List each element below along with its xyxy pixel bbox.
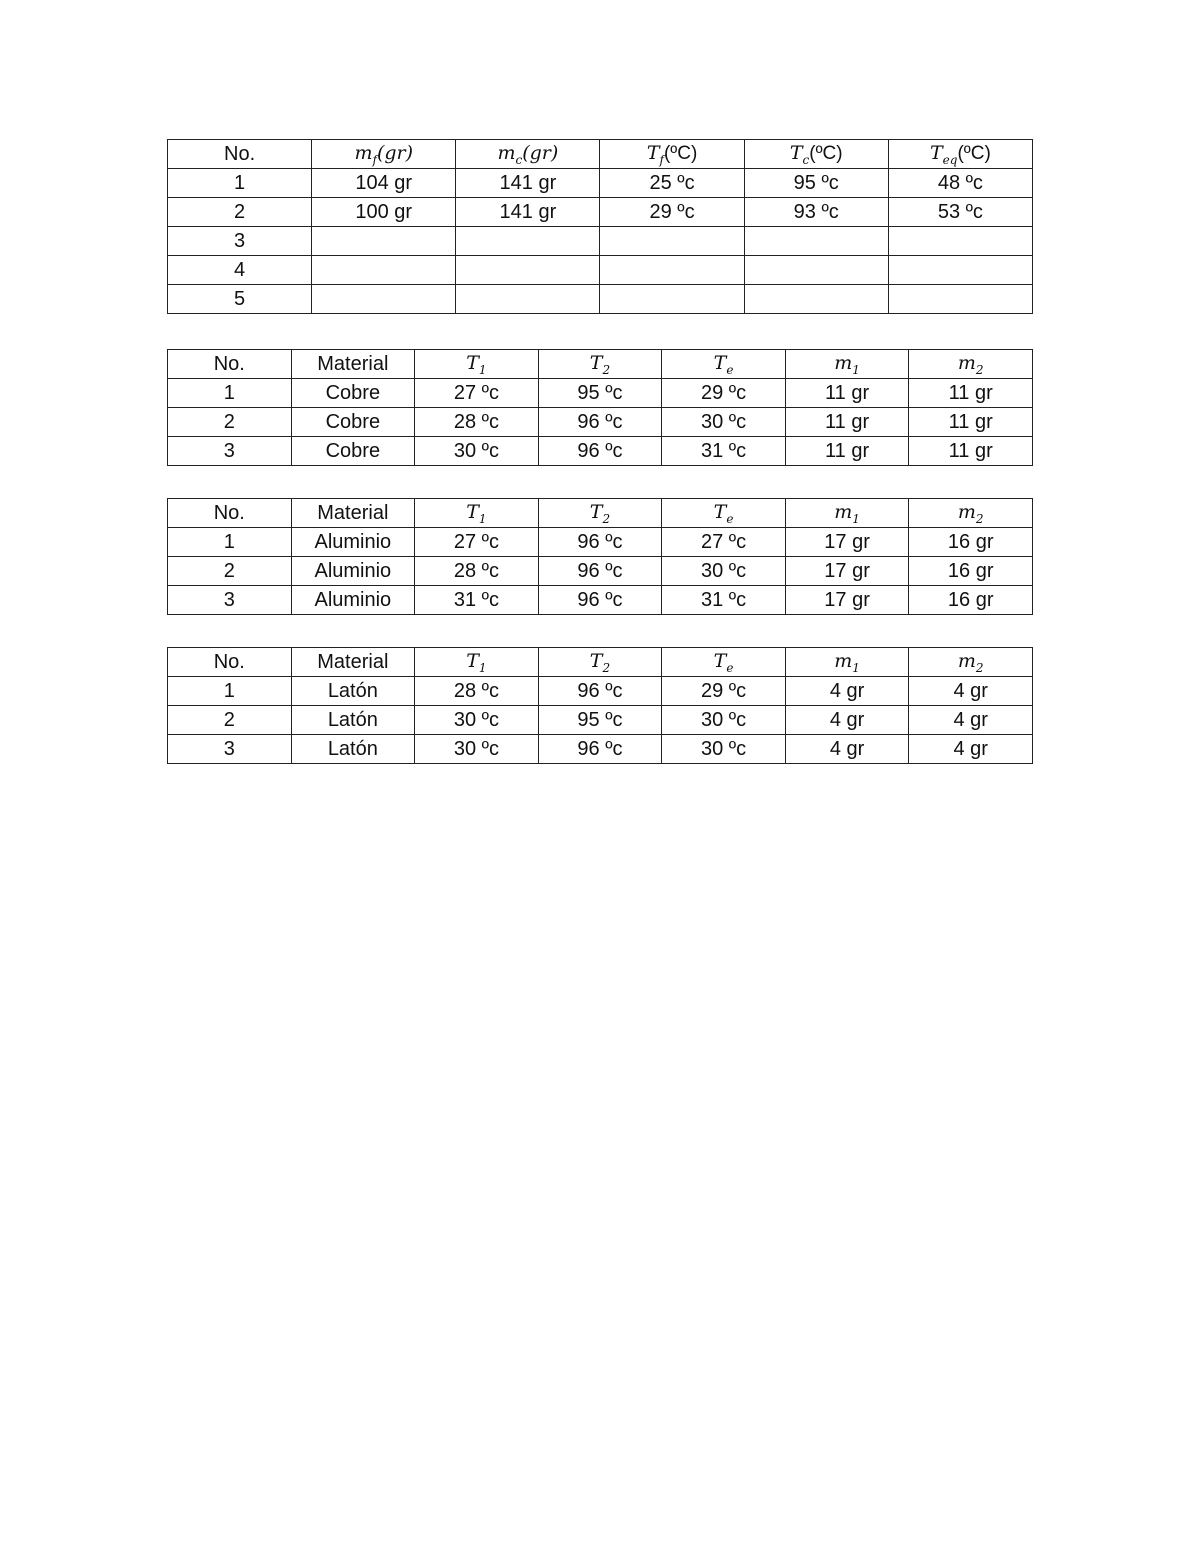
cell: 31 ºc xyxy=(415,586,539,615)
cell-no: 1 xyxy=(168,169,312,198)
cell: 4 gr xyxy=(909,735,1033,764)
cell-no: 5 xyxy=(168,285,312,314)
cell xyxy=(456,227,600,256)
cell: 11 gr xyxy=(909,408,1033,437)
header-t1: $T_1$ xyxy=(415,350,539,379)
cell: 29 ºc xyxy=(662,677,786,706)
cell: 4 gr xyxy=(909,677,1033,706)
cell: 27 ºc xyxy=(415,379,539,408)
cell: 95 ºc xyxy=(744,169,888,198)
header-mc: $m_c(gr)$ xyxy=(456,140,600,169)
cell-no: 3 xyxy=(168,227,312,256)
table-row xyxy=(168,586,1033,615)
cell xyxy=(456,256,600,285)
header-no: No. xyxy=(168,140,312,169)
cell: 96 ºc xyxy=(538,677,662,706)
cell: 96 ºc xyxy=(538,586,662,615)
cell: 17 gr xyxy=(785,557,909,586)
header-no: No. xyxy=(168,350,292,379)
table-row xyxy=(168,437,1033,466)
cell xyxy=(744,256,888,285)
cell: 30 ºc xyxy=(662,557,786,586)
cell: 31 ºc xyxy=(662,437,786,466)
cell-no: 1 xyxy=(168,528,292,557)
cell-material: Latón xyxy=(291,677,415,706)
cell: 30 ºc xyxy=(415,706,539,735)
cell xyxy=(600,285,744,314)
header-m1: $m_1$ xyxy=(785,499,909,528)
cell-no: 2 xyxy=(168,408,292,437)
table-header-row xyxy=(168,648,1033,677)
cell: 11 gr xyxy=(785,379,909,408)
cell: 27 ºc xyxy=(662,528,786,557)
table-row xyxy=(168,256,1033,285)
aluminio-table xyxy=(167,498,1033,615)
cell: 93 ºc xyxy=(744,198,888,227)
cell: 28 ºc xyxy=(415,557,539,586)
header-no: No. xyxy=(168,499,292,528)
cell: 30 ºc xyxy=(415,735,539,764)
header-m1: $m_1$ xyxy=(785,648,909,677)
cell-material: Cobre xyxy=(291,437,415,466)
cell: 31 ºc xyxy=(662,586,786,615)
laton-table xyxy=(167,647,1033,764)
header-te: $T_e$ xyxy=(662,648,786,677)
cell-material: Cobre xyxy=(291,379,415,408)
cell xyxy=(456,285,600,314)
table-row xyxy=(168,198,1033,227)
table-header-row xyxy=(168,140,1033,169)
header-t1: $T_1$ xyxy=(415,648,539,677)
header-tc: $T_c(ºC)$ xyxy=(744,140,888,169)
cell: 28 ºc xyxy=(415,677,539,706)
header-m2: $m_2$ xyxy=(909,350,1033,379)
table-row xyxy=(168,735,1033,764)
cell-no: 3 xyxy=(168,735,292,764)
header-m1: $m_1$ xyxy=(785,350,909,379)
cell: 95 ºc xyxy=(538,706,662,735)
cell: 30 ºc xyxy=(662,706,786,735)
cell: 95 ºc xyxy=(538,379,662,408)
cell xyxy=(744,227,888,256)
cobre-table xyxy=(167,349,1033,466)
table-row xyxy=(168,285,1033,314)
header-te: $T_e$ xyxy=(662,499,786,528)
header-teq: $T_{eq}(ºC)$ xyxy=(888,140,1032,169)
table-row xyxy=(168,379,1033,408)
cell: 17 gr xyxy=(785,586,909,615)
header-no: No. xyxy=(168,648,292,677)
cell xyxy=(312,256,456,285)
cell: 100 gr xyxy=(312,198,456,227)
cell: 16 gr xyxy=(909,586,1033,615)
cell: 29 ºc xyxy=(600,198,744,227)
cell: 96 ºc xyxy=(538,557,662,586)
table-row xyxy=(168,706,1033,735)
table-row xyxy=(168,677,1033,706)
cell-material: Latón xyxy=(291,706,415,735)
cell: 11 gr xyxy=(909,379,1033,408)
cell: 141 gr xyxy=(456,198,600,227)
table-header-row xyxy=(168,499,1033,528)
cell: 17 gr xyxy=(785,528,909,557)
cell: 96 ºc xyxy=(538,528,662,557)
cell: 30 ºc xyxy=(662,735,786,764)
cell: 96 ºc xyxy=(538,735,662,764)
cell-no: 3 xyxy=(168,586,292,615)
cell: 11 gr xyxy=(785,437,909,466)
cell xyxy=(888,227,1032,256)
table-row xyxy=(168,557,1033,586)
table-row xyxy=(168,169,1033,198)
header-t2: $T_2$ xyxy=(538,648,662,677)
cell: 96 ºc xyxy=(538,408,662,437)
cell xyxy=(312,227,456,256)
cell: 30 ºc xyxy=(415,437,539,466)
cell: 25 ºc xyxy=(600,169,744,198)
header-mf: $m_f(gr)$ xyxy=(312,140,456,169)
cell: 16 gr xyxy=(909,557,1033,586)
cell: 11 gr xyxy=(909,437,1033,466)
cell: 4 gr xyxy=(785,706,909,735)
cell: 4 gr xyxy=(909,706,1033,735)
cell xyxy=(744,285,888,314)
cell: 29 ºc xyxy=(662,379,786,408)
cell: 16 gr xyxy=(909,528,1033,557)
header-m2: $m_2$ xyxy=(909,648,1033,677)
cell: 4 gr xyxy=(785,677,909,706)
cell: 28 ºc xyxy=(415,408,539,437)
table-row xyxy=(168,227,1033,256)
table-row xyxy=(168,528,1033,557)
cell-material: Latón xyxy=(291,735,415,764)
header-t2: $T_2$ xyxy=(538,350,662,379)
cell-material: Aluminio xyxy=(291,586,415,615)
table-row xyxy=(168,408,1033,437)
cell: 53 ºc xyxy=(888,198,1032,227)
cell-material: Cobre xyxy=(291,408,415,437)
cell: 96 ºc xyxy=(538,437,662,466)
cell-no: 1 xyxy=(168,677,292,706)
cell-no: 2 xyxy=(168,198,312,227)
cell: 27 ºc xyxy=(415,528,539,557)
cell: 30 ºc xyxy=(662,408,786,437)
cell-no: 3 xyxy=(168,437,292,466)
cell: 4 gr xyxy=(785,735,909,764)
cell: 141 gr xyxy=(456,169,600,198)
cell-material: Aluminio xyxy=(291,557,415,586)
header-t2: $T_2$ xyxy=(538,499,662,528)
header-material: Material xyxy=(291,648,415,677)
cell-no: 4 xyxy=(168,256,312,285)
cell-no: 2 xyxy=(168,706,292,735)
cell: 48 ºc xyxy=(888,169,1032,198)
table-header-row xyxy=(168,350,1033,379)
header-material: Material xyxy=(291,499,415,528)
cell xyxy=(888,285,1032,314)
header-tf: $T_f(ºC)$ xyxy=(600,140,744,169)
cell-material: Aluminio xyxy=(291,528,415,557)
header-t1: $T_1$ xyxy=(415,499,539,528)
cell xyxy=(600,227,744,256)
cell-no: 1 xyxy=(168,379,292,408)
cell xyxy=(888,256,1032,285)
cell: 104 gr xyxy=(312,169,456,198)
cell xyxy=(600,256,744,285)
header-material: Material xyxy=(291,350,415,379)
cell: 11 gr xyxy=(785,408,909,437)
mixing-data-table xyxy=(167,139,1033,314)
header-m2: $m_2$ xyxy=(909,499,1033,528)
cell-no: 2 xyxy=(168,557,292,586)
header-te: $T_e$ xyxy=(662,350,786,379)
cell xyxy=(312,285,456,314)
